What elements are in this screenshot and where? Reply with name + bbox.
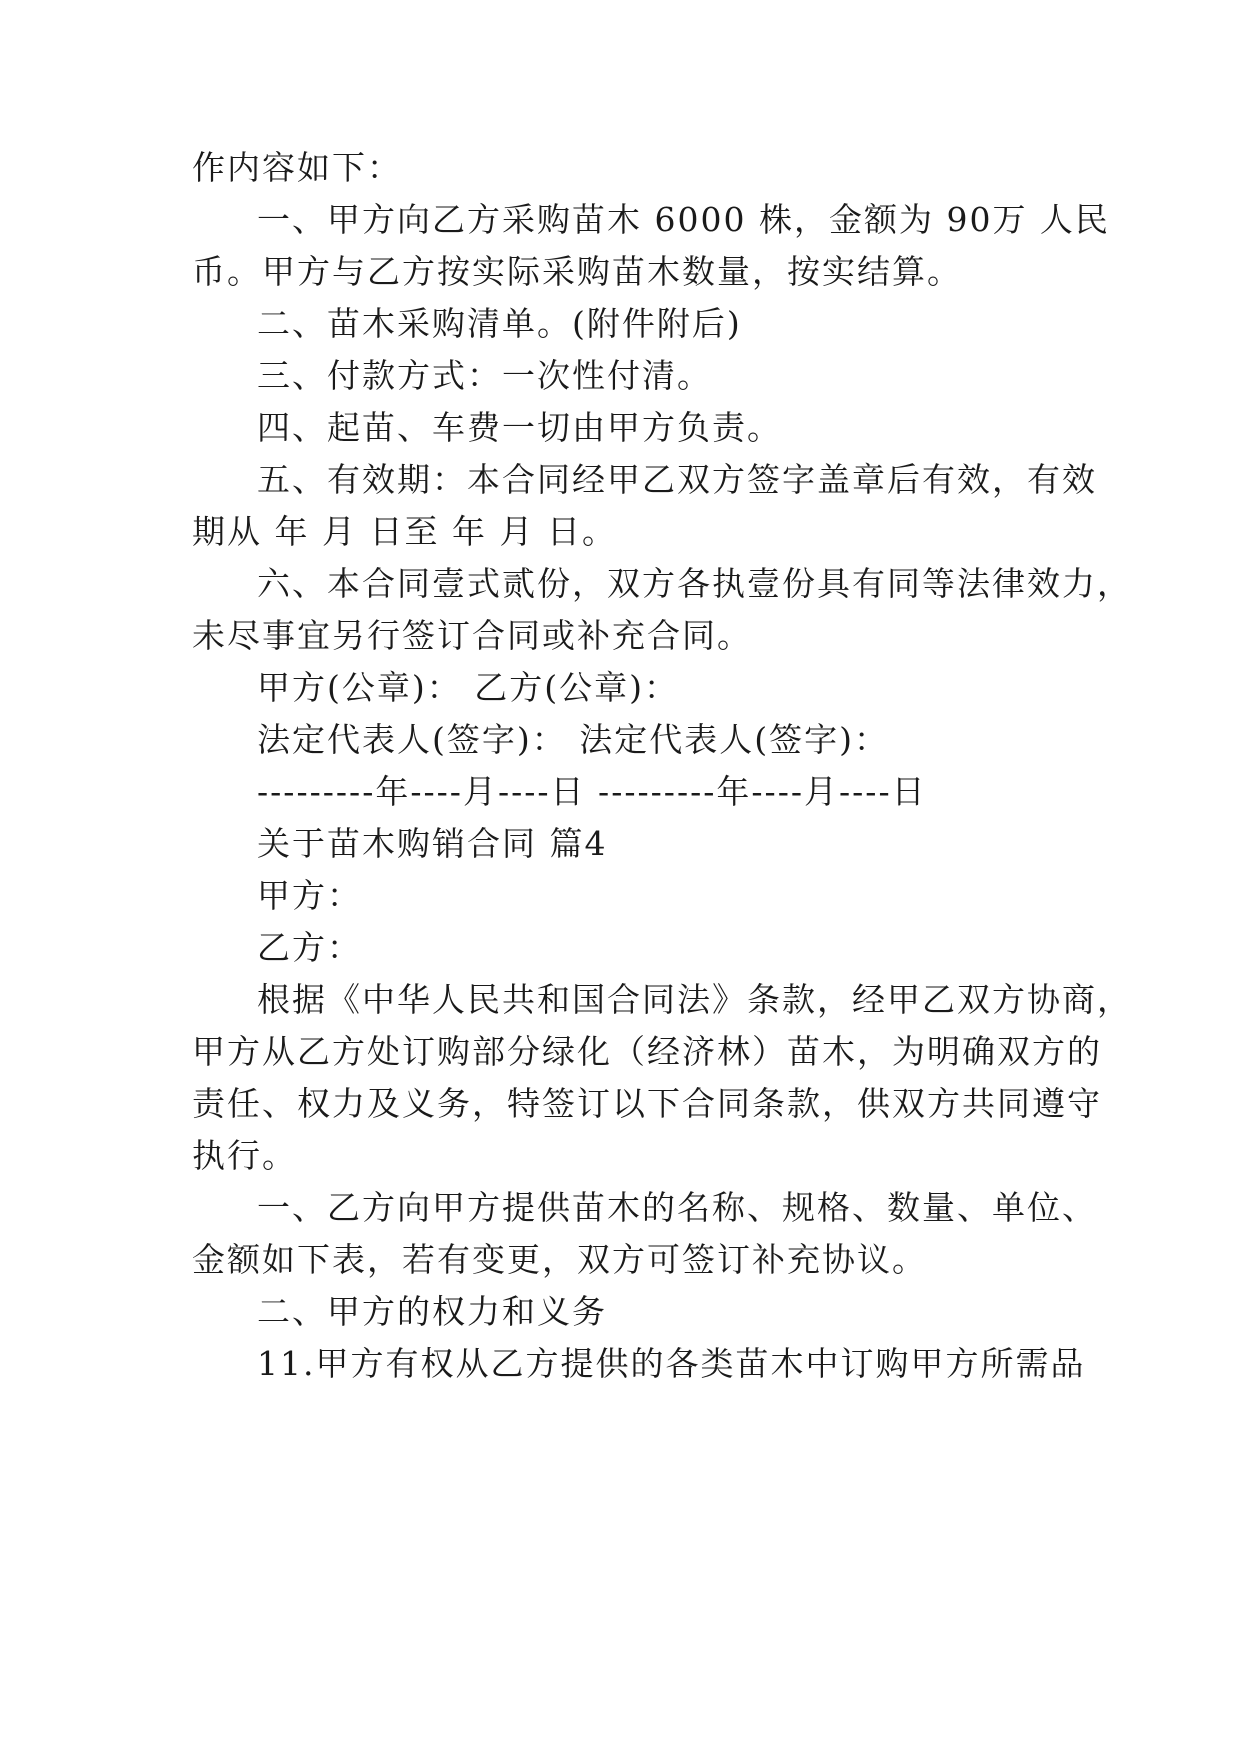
text-line: 作内容如下：: [192, 148, 402, 187]
text-line: 六、本合同壹式贰份，双方各执壹份具有同等法律效力，: [257, 564, 1132, 603]
party-a-line: 甲方：: [257, 876, 362, 915]
text-line: 执行。: [192, 1136, 297, 1175]
text-line: 二、苗木采购清单。(附件附后): [257, 304, 742, 343]
party-b-line: 乙方：: [257, 928, 362, 967]
text-line: 金额如下表，若有变更，双方可签订补充协议。: [192, 1240, 927, 1279]
text-line: 11.甲方有权从乙方提供的各类苗木中订购甲方所需品: [257, 1344, 1086, 1383]
text-line: 根据《中华人民共和国合同法》条款，经甲乙双方协商，: [257, 980, 1132, 1019]
text-line: 责任、权力及义务，特签订以下合同条款，供双方共同遵守: [192, 1084, 1102, 1123]
text-line: 期从 年 月 日至 年 月 日。: [192, 512, 617, 551]
text-line: 币。甲方与乙方按实际采购苗木数量，按实结算。: [192, 252, 962, 291]
text-line: 未尽事宜另行签订合同或补充合同。: [192, 616, 752, 655]
text-line: 甲方从乙方处订购部分绿化（经济林）苗木，为明确双方的: [192, 1032, 1102, 1071]
text-line: 二、甲方的权力和义务: [257, 1292, 607, 1331]
text-line: 一、甲方向乙方采购苗木 6000 株，金额为 90万 人民: [257, 200, 1110, 239]
section-heading: 关于苗木购销合同 篇4: [257, 824, 608, 863]
text-line: 四、起苗、车费一切由甲方负责。: [257, 408, 782, 447]
date-line: ---------年----月----日 ---------年----月----日: [257, 772, 927, 811]
signature-party-line: 甲方(公章)： 乙方(公章)：: [257, 668, 679, 707]
text-line: 三、付款方式：一次性付清。: [257, 356, 712, 395]
signature-rep-line: 法定代表人(签字)： 法定代表人(签字)：: [257, 720, 889, 759]
text-line: 五、有效期：本合同经甲乙双方签字盖章后有效，有效: [257, 460, 1097, 499]
text-line: 一、乙方向甲方提供苗木的名称、规格、数量、单位、: [257, 1188, 1097, 1227]
